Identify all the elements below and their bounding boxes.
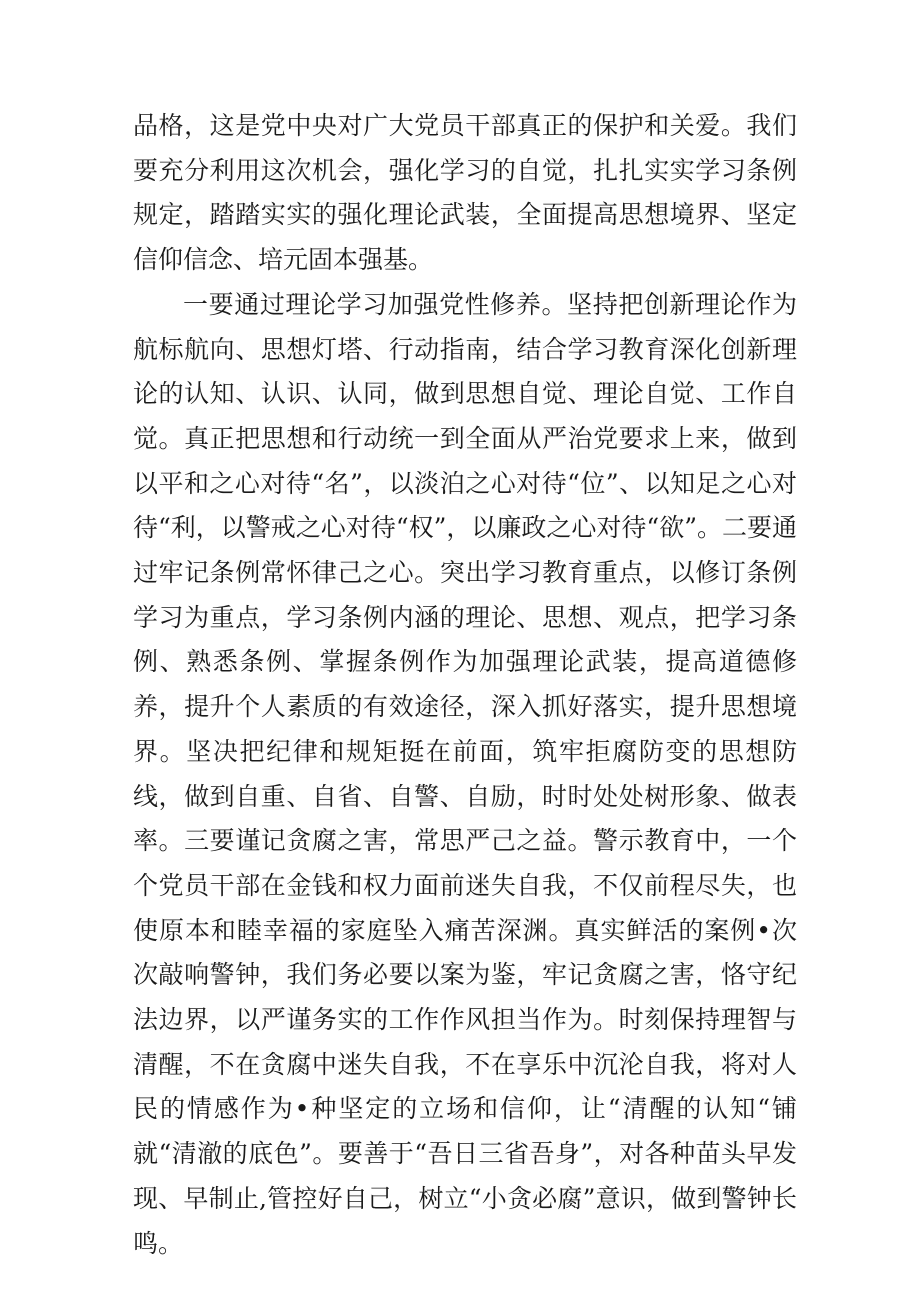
paragraph-intro: 品格，这是党中央对广大党员干部真正的保护和关爱。我们要充分利用这次机会，强化学习的自觉，扎扎实实学习条例规定，踏踏实实的强化理论武装，全面提高思想境界、坚定信仰信念、培元固本强基。: [133, 111, 797, 275]
body-text: [133, 104, 797, 1266]
paragraph-main: 一要通过理论学习加强党性修养。坚持把创新理论作为航标航向、思想灯塔、行动指南，结合学习教育深化创新理论的认知、认识、认同，做到思想自觉、理论自觉、工作自觉。真正把思想和行动统一到全面从严治党要求上来，做到以平和之心对待“名”，以淡泊之心对待“位”、以知足之心对待“利，以警戒之心对待“权”，以廉政之心对待“欲”。二要通过牢记条例常怀律己之心。突出学习教育重点，以修订条例学习为重点，学习条例内涵的理论、思想、观点，把学习条例、熟悉条例、掌握条例作为加强理论武装，提高道德修养，提升个人素质的有效途径，深入抓好落实，提升思想境界。坚决把纪律和规矩挺在前面，筑牢拒腐防变的思想防线，做到自重、自省、自警、自励，时时处处树形象、做表率。三要谨记贪腐之害，常思严己之益。警示教育中，一个个党员干部在金钱和权力面前迷失自我，不仅前程尽失，也使原本和睦幸福的家庭坠入痛苦深渊。真实鲜活的案例•次次敲响警钟，我们务必要以案为鉴，牢记贪腐之害，恪守纪法边界，以严谨务实的工作作风担当作为。时刻保持理智与清醒，不在贪腐中迷失自我，不在享乐中沉沦自我，将对人民的情感作为•种坚定的立场和信仰，让“清醒的认知“铺就“清澈的底色”。要善于“吾日三省吾身”，对各种苗头早发现、早制止,管控好自己，树立“小贪必腐”意识，做到警钟长鸣。: [133, 289, 797, 1258]
